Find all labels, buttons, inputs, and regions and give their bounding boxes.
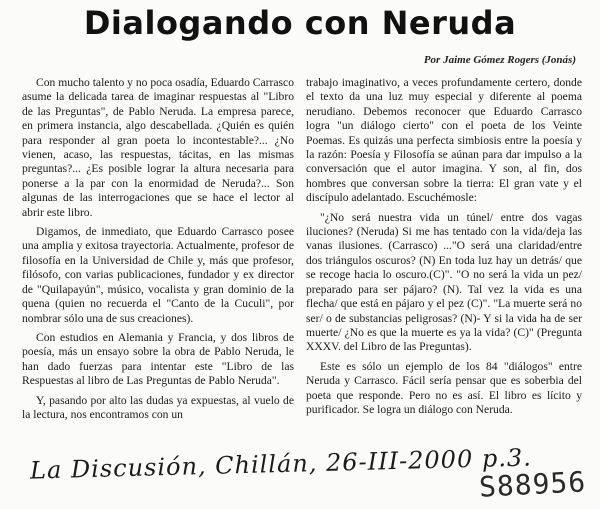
paragraph: Con estudios en Alemania y Francia, y dos libros de poesía, más un ensayo sobre la obra de Pablo Neruda, le han dado fuerzas para intentar este "Libro de las Respuestas al libro de Las Preguntas de Pablo Neruda".: [22, 330, 294, 388]
paragraph: Y, pasando por alto las dudas ya expuestas, al vuelo de la lectura, nos encontramos con un: [22, 393, 294, 421]
paragraph: Este es sólo un ejemplo de los 84 "diálogos" entre Neruda y Carrasco. Fácil sería pensar que es soberbia del poeta que responde. Pero no es así. El libro es lícito y purificador. Se logra un diálogo con Neruda.: [306, 359, 582, 416]
paragraph: Digamos, de inmediato, que Eduardo Carrasco posee una amplia y exitosa trayectoria. Actualmente, profesor de filosofía en la Universidad de Chile y, más que profesor, filósofo, con varias publicaciones, fundador y ex director de "Quilapayún", músico, vocalista y gran dominio de la quena (quien no recuerda el "Canto de la Cuculi", por nombrar sólo una de sus creaciones).: [22, 225, 294, 325]
article-title: Dialogando con Neruda: [83, 4, 517, 42]
paragraph: trabajo imaginativo, a veces profundamente certero, donde el texto da una luz muy especial y diferente al poema nerudiano. Debemos reconocer que Eduardo Carrasco logra "un diálogo cierto" con el poeta de los Veinte Poemas. Es quizás una perfecta simbiosis entre la poesía y la razón: Poesía y Filosofía se aúnan para dar impulso a la conversación que el autor imagina. Y son, al fin, dos hombres que conversan sobre la tierra: El gran vate y el discípulo adelantado. Escuchémosle:: [306, 76, 582, 205]
paragraph: Con mucho talento y no poca osadía, Eduardo Carrasco asume la delicada tarea de imaginar respuestas al "Libro de las Preguntas", de Pablo Neruda. La empresa parece, en primera instancia, algo descabellada. ¿Quién es quién para responder al gran poeta lo incontestable?... ¿No vienen, acaso, las respuestas, tácitas, en las mismas preguntas?... ¿Es posible lograr la altura necesaria para ponerse a la par con la enormidad de Neruda?... Son algunas de las interrogaciones que se hace el lector al abrir este libro.: [22, 76, 294, 219]
article-byline: Por Jaime Gómez Rogers (Jonás): [423, 54, 576, 66]
archive-number: S88956: [478, 465, 587, 504]
paragraph: "¿No será nuestra vida un túnel/ entre dos vagas iluciones? (Neruda) Si me has tentado con la vida/deja las vanas ilusiones. (Carrasco) ..."O será una claridad/entre dos triángulos oscuros? (N) En toda luz hay un detrás/ que se recoge hacia lo oscuro.(C)". "O no será la vida un pez/ preparado para ser pájaro? (N). Tal vez la vida es una flecha/ que está en pájaro y el pez (C)". "La muerte será no ser/ o de substancias peligrosas? (N)- Y si la vida ha de ser muerte/ ¿No es que la muerte es ya la vida? (C)" (Pregunta XXXV. del Libro de las Preguntas).: [306, 210, 582, 354]
left-column: [22, 76, 294, 427]
handwritten-source-note: La Discusión, Chillán, 26-III-2000 p.3.: [29, 443, 533, 485]
right-column: [306, 76, 582, 422]
